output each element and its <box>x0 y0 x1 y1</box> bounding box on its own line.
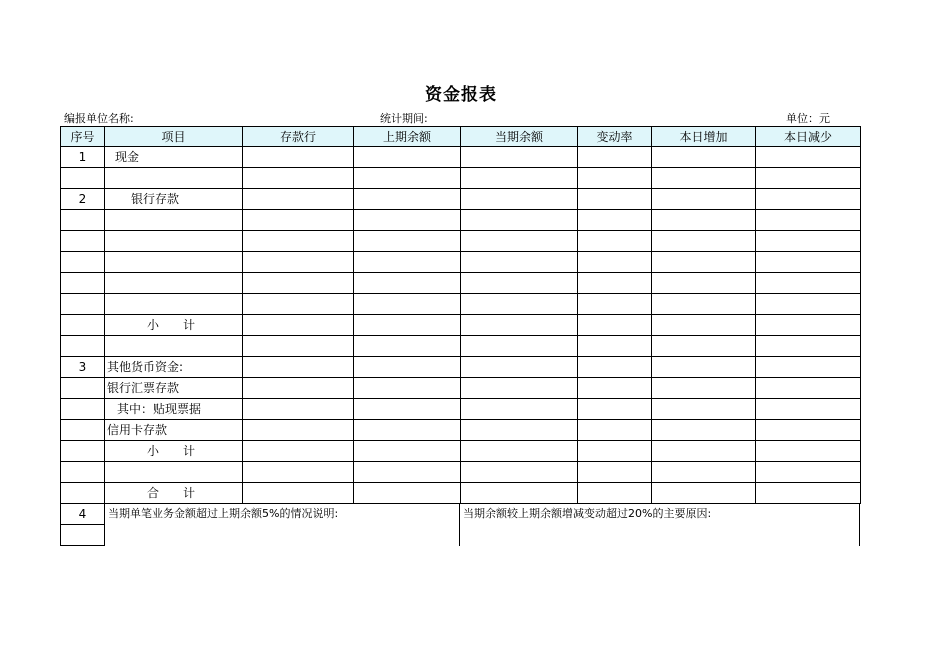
row-number-cell <box>60 399 105 419</box>
value-cell[interactable] <box>652 273 756 293</box>
item-cell: 小 计 <box>105 315 243 335</box>
value-cell[interactable] <box>756 399 861 419</box>
balance-change-reason-note[interactable]: 当期余额较上期余额增减变动超过20%的主要原因: <box>460 504 860 546</box>
item-cell: 其他货币资金: <box>105 357 243 377</box>
row-number-cell <box>60 168 105 188</box>
value-cell[interactable] <box>461 210 578 230</box>
value-cell[interactable] <box>652 462 756 482</box>
header-cell: 存款行 <box>243 127 354 146</box>
value-cell[interactable] <box>461 378 578 398</box>
row-number-cell <box>60 378 105 398</box>
item-cell <box>105 210 243 230</box>
row-number-cell <box>60 315 105 335</box>
value-cell[interactable] <box>578 420 652 440</box>
value-cell[interactable] <box>461 336 578 356</box>
header-cell: 序号 <box>60 127 105 146</box>
value-cell[interactable] <box>461 231 578 251</box>
value-cell[interactable] <box>578 273 652 293</box>
value-cell[interactable] <box>461 462 578 482</box>
value-cell[interactable] <box>756 231 861 251</box>
value-cell[interactable] <box>756 483 861 503</box>
value-cell[interactable] <box>578 252 652 272</box>
value-cell[interactable] <box>243 315 354 335</box>
value-cell[interactable] <box>461 420 578 440</box>
value-cell[interactable] <box>652 378 756 398</box>
value-cell[interactable] <box>243 147 354 167</box>
unit-name-label: 编报单位名称: <box>64 112 134 125</box>
value-cell[interactable] <box>354 168 461 188</box>
value-cell[interactable] <box>243 420 354 440</box>
notes-row <box>60 504 861 546</box>
value-cell[interactable] <box>652 315 756 335</box>
row-number-cell <box>60 420 105 440</box>
header-cell: 上期余额 <box>354 127 461 146</box>
value-cell[interactable] <box>756 252 861 272</box>
notes-number: 4 <box>61 504 104 525</box>
value-cell[interactable] <box>756 210 861 230</box>
row-number-cell <box>60 441 105 461</box>
table-row <box>60 357 861 378</box>
value-cell[interactable] <box>578 168 652 188</box>
value-cell[interactable] <box>652 420 756 440</box>
value-cell[interactable] <box>652 336 756 356</box>
value-cell[interactable] <box>652 210 756 230</box>
item-cell <box>105 462 243 482</box>
value-cell[interactable] <box>652 294 756 314</box>
item-cell <box>105 252 243 272</box>
value-cell[interactable] <box>756 378 861 398</box>
value-cell[interactable] <box>354 441 461 461</box>
notes-number-cell <box>60 504 105 546</box>
value-cell[interactable] <box>461 168 578 188</box>
value-cell[interactable] <box>756 273 861 293</box>
header-cell: 项目 <box>105 127 243 146</box>
value-cell[interactable] <box>354 357 461 377</box>
value-cell[interactable] <box>756 462 861 482</box>
value-cell[interactable] <box>652 147 756 167</box>
value-cell[interactable] <box>578 357 652 377</box>
value-cell[interactable] <box>652 252 756 272</box>
single-transaction-note[interactable]: 当期单笔业务金额超过上期余额5%的情况说明: <box>105 504 460 546</box>
value-cell[interactable] <box>354 273 461 293</box>
header-cell: 本日减少 <box>756 127 861 146</box>
value-cell[interactable] <box>578 231 652 251</box>
row-number-cell <box>60 210 105 230</box>
value-cell[interactable] <box>461 399 578 419</box>
value-cell[interactable] <box>243 378 354 398</box>
unit-label: 单位：元 <box>786 112 830 125</box>
value-cell[interactable] <box>578 294 652 314</box>
value-cell[interactable] <box>243 483 354 503</box>
item-cell <box>105 336 243 356</box>
value-cell[interactable] <box>652 483 756 503</box>
row-number-cell <box>60 483 105 503</box>
value-cell[interactable] <box>243 252 354 272</box>
value-cell[interactable] <box>578 336 652 356</box>
value-cell[interactable] <box>243 336 354 356</box>
value-cell[interactable] <box>354 231 461 251</box>
period-label: 统计期间: <box>380 112 428 125</box>
table-header-row <box>60 126 861 147</box>
value-cell[interactable] <box>578 378 652 398</box>
table-body <box>60 147 861 504</box>
value-cell[interactable] <box>756 147 861 167</box>
value-cell[interactable] <box>243 189 354 209</box>
row-number-cell <box>60 273 105 293</box>
value-cell[interactable] <box>243 231 354 251</box>
row-number-cell <box>60 231 105 251</box>
value-cell[interactable] <box>243 441 354 461</box>
value-cell[interactable] <box>756 357 861 377</box>
item-cell: 小 计 <box>105 441 243 461</box>
item-cell <box>105 168 243 188</box>
row-number-cell: 2 <box>60 189 105 209</box>
value-cell[interactable] <box>461 147 578 167</box>
value-cell[interactable] <box>461 315 578 335</box>
value-cell[interactable] <box>578 189 652 209</box>
fund-report-table <box>60 126 861 546</box>
value-cell[interactable] <box>243 210 354 230</box>
item-cell: 现金 <box>105 147 243 167</box>
value-cell[interactable] <box>652 231 756 251</box>
item-cell: 合 计 <box>105 483 243 503</box>
table-row <box>60 231 861 252</box>
value-cell[interactable] <box>243 399 354 419</box>
value-cell[interactable] <box>354 462 461 482</box>
table-row <box>60 189 861 210</box>
item-cell <box>105 273 243 293</box>
value-cell[interactable] <box>756 441 861 461</box>
value-cell[interactable] <box>652 357 756 377</box>
value-cell[interactable] <box>756 168 861 188</box>
table-row <box>60 147 861 168</box>
value-cell[interactable] <box>354 294 461 314</box>
value-cell[interactable] <box>243 273 354 293</box>
value-cell[interactable] <box>461 189 578 209</box>
value-cell[interactable] <box>243 294 354 314</box>
value-cell[interactable] <box>354 378 461 398</box>
header-cell: 本日增加 <box>652 127 756 146</box>
table-row <box>60 336 861 357</box>
value-cell[interactable] <box>461 252 578 272</box>
value-cell[interactable] <box>578 399 652 419</box>
value-cell[interactable] <box>354 189 461 209</box>
table-row <box>60 252 861 273</box>
value-cell[interactable] <box>756 315 861 335</box>
value-cell[interactable] <box>652 168 756 188</box>
row-number-cell: 3 <box>60 357 105 377</box>
value-cell[interactable] <box>578 441 652 461</box>
item-cell <box>105 294 243 314</box>
header-cell: 变动率 <box>578 127 652 146</box>
value-cell[interactable] <box>243 357 354 377</box>
value-cell[interactable] <box>354 483 461 503</box>
table-row <box>60 483 861 504</box>
item-cell <box>105 231 243 251</box>
value-cell[interactable] <box>578 210 652 230</box>
row-number-cell <box>60 336 105 356</box>
notes-blank-cell[interactable] <box>61 525 104 546</box>
table-row <box>60 420 861 441</box>
report-title: 资金报表 <box>425 85 497 105</box>
value-cell[interactable] <box>756 336 861 356</box>
value-cell[interactable] <box>354 210 461 230</box>
value-cell[interactable] <box>354 315 461 335</box>
table-row <box>60 273 861 294</box>
value-cell[interactable] <box>578 483 652 503</box>
value-cell[interactable] <box>461 441 578 461</box>
value-cell[interactable] <box>461 294 578 314</box>
item-cell: 信用卡存款 <box>105 420 243 440</box>
value-cell[interactable] <box>354 420 461 440</box>
table-row <box>60 294 861 315</box>
table-row <box>60 441 861 462</box>
value-cell[interactable] <box>354 147 461 167</box>
item-cell: 银行汇票存款 <box>105 378 243 398</box>
value-cell[interactable] <box>578 315 652 335</box>
value-cell[interactable] <box>652 189 756 209</box>
value-cell[interactable] <box>354 336 461 356</box>
table-row <box>60 315 861 336</box>
row-number-cell: 1 <box>60 147 105 167</box>
value-cell[interactable] <box>354 399 461 419</box>
value-cell[interactable] <box>756 294 861 314</box>
value-cell[interactable] <box>461 483 578 503</box>
value-cell[interactable] <box>652 441 756 461</box>
table-row <box>60 399 861 420</box>
value-cell[interactable] <box>243 168 354 188</box>
table-row <box>60 462 861 483</box>
value-cell[interactable] <box>243 462 354 482</box>
value-cell[interactable] <box>578 462 652 482</box>
value-cell[interactable] <box>578 147 652 167</box>
row-number-cell <box>60 252 105 272</box>
value-cell[interactable] <box>461 273 578 293</box>
header-cell: 当期余额 <box>461 127 578 146</box>
table-row <box>60 378 861 399</box>
value-cell[interactable] <box>756 189 861 209</box>
value-cell[interactable] <box>461 357 578 377</box>
row-number-cell <box>60 462 105 482</box>
table-row <box>60 168 861 189</box>
value-cell[interactable] <box>756 420 861 440</box>
row-number-cell <box>60 294 105 314</box>
value-cell[interactable] <box>354 252 461 272</box>
item-cell: 银行存款 <box>105 189 243 209</box>
value-cell[interactable] <box>652 399 756 419</box>
table-row <box>60 210 861 231</box>
item-cell: 其中：贴现票据 <box>105 399 243 419</box>
